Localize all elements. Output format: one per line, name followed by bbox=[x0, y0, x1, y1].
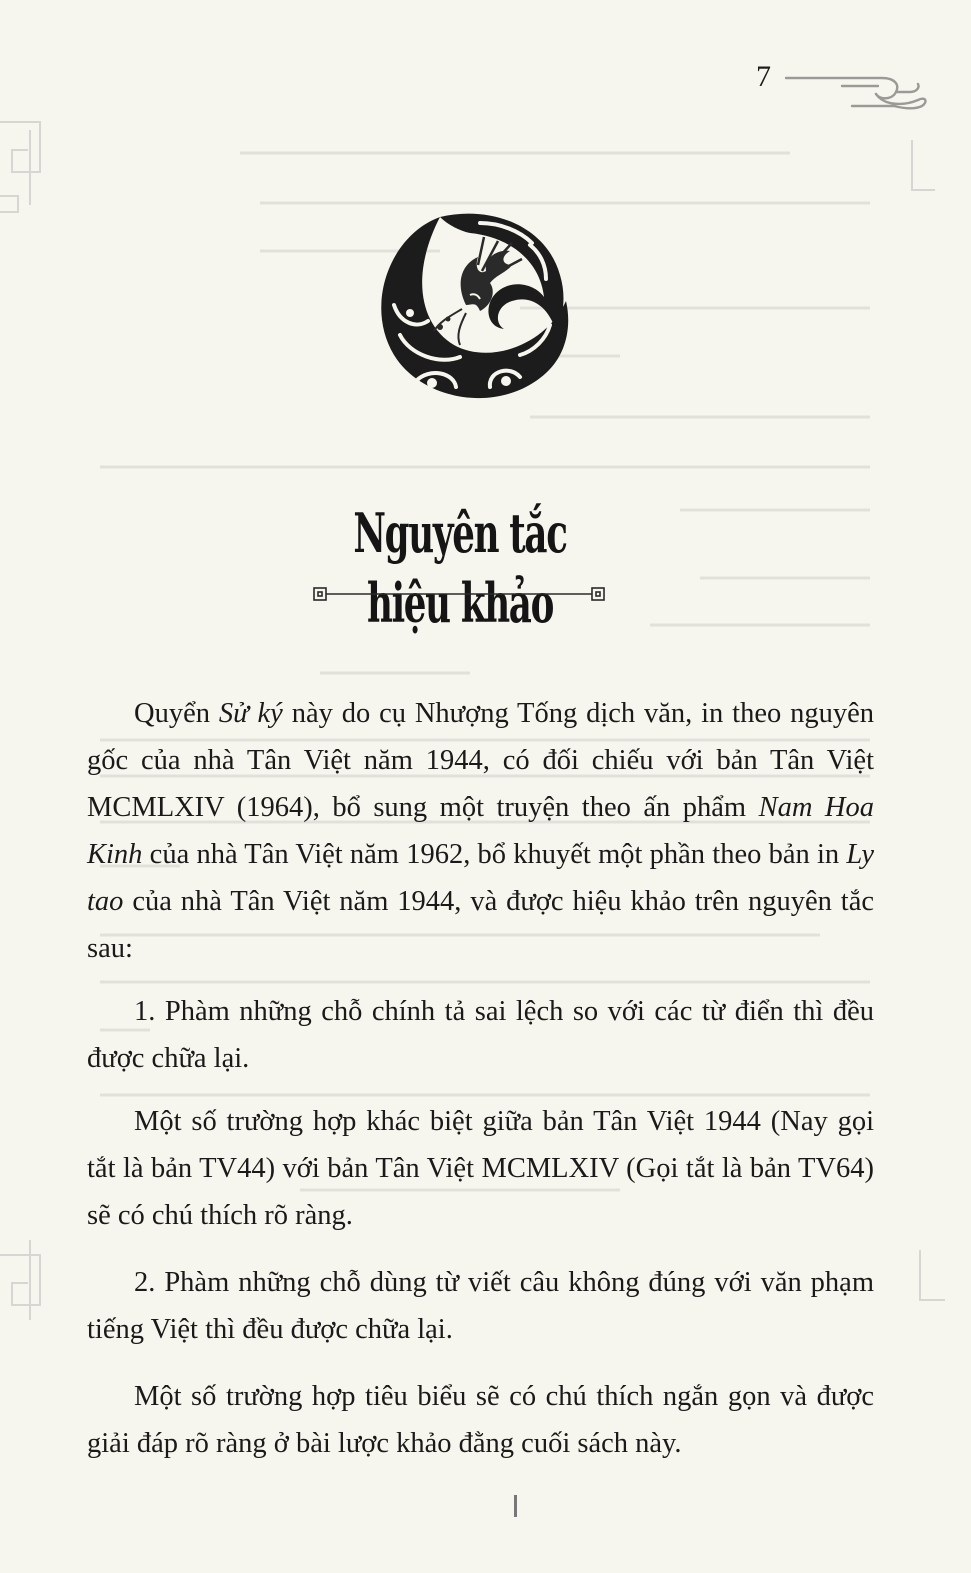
flourish-ornament-icon bbox=[782, 66, 932, 116]
intro-text-4: của nhà Tân Việt năm 1944, và được hiệu khảo trên nguyên tắc sau: bbox=[87, 886, 874, 964]
book-title-su-ky: Sử ký bbox=[218, 698, 283, 729]
crescent-emblem-icon bbox=[370, 205, 570, 410]
principle-1-note-paragraph: Một số trường hợp khác biệt giữa bản Tân Việt 1944 (Nay gọi tắt là bản TV44) với bản Tân Việt MCMLXIV (Gọi tắt là bản TV64) sẽ có chú thích rõ ràng. bbox=[87, 1106, 874, 1231]
principle-1-paragraph: 1. Phàm những chỗ chính tả sai lệch so với các từ điển thì đều được chữa lại. bbox=[87, 996, 874, 1074]
intro-text-3: của nhà Tân Việt năm 1962, bổ khuyết một phần theo bản in bbox=[142, 839, 847, 870]
intro-paragraph bbox=[87, 690, 874, 972]
principle-2-paragraph: 2. Phàm những chỗ dùng từ viết câu không đúng với văn phạm tiếng Việt thì đều được chữa lại. bbox=[87, 1267, 874, 1345]
page-header bbox=[752, 60, 942, 120]
book-title-nam-hoa-kinh: Nam Hoa Kinh bbox=[87, 792, 874, 870]
title-rule-divider bbox=[310, 584, 610, 608]
page-number: 7 bbox=[756, 60, 771, 93]
intro-text-1: Quyển bbox=[134, 698, 219, 729]
principle-2-note-paragraph: Một số trường hợp tiêu biểu sẽ có chú thích ngắn gọn và được giải đáp rõ ràng ở bài lược khảo đằng cuối sách này. bbox=[87, 1381, 874, 1459]
footer-mark bbox=[514, 1495, 517, 1517]
body-text bbox=[87, 690, 874, 1467]
chapter-title: Nguyên tắc hiệu khảo bbox=[353, 501, 567, 635]
intro-text-2: này do cụ Nhượng Tống dịch văn, in theo nguyên gốc của nhà Tân Việt năm 1944, có đối chiếu với bản Tân Việt MCMLXIV (1964), bổ sung một truyện theo ấn phẩm bbox=[87, 698, 875, 823]
book-title-ly-tao: Ly tao bbox=[87, 839, 874, 917]
